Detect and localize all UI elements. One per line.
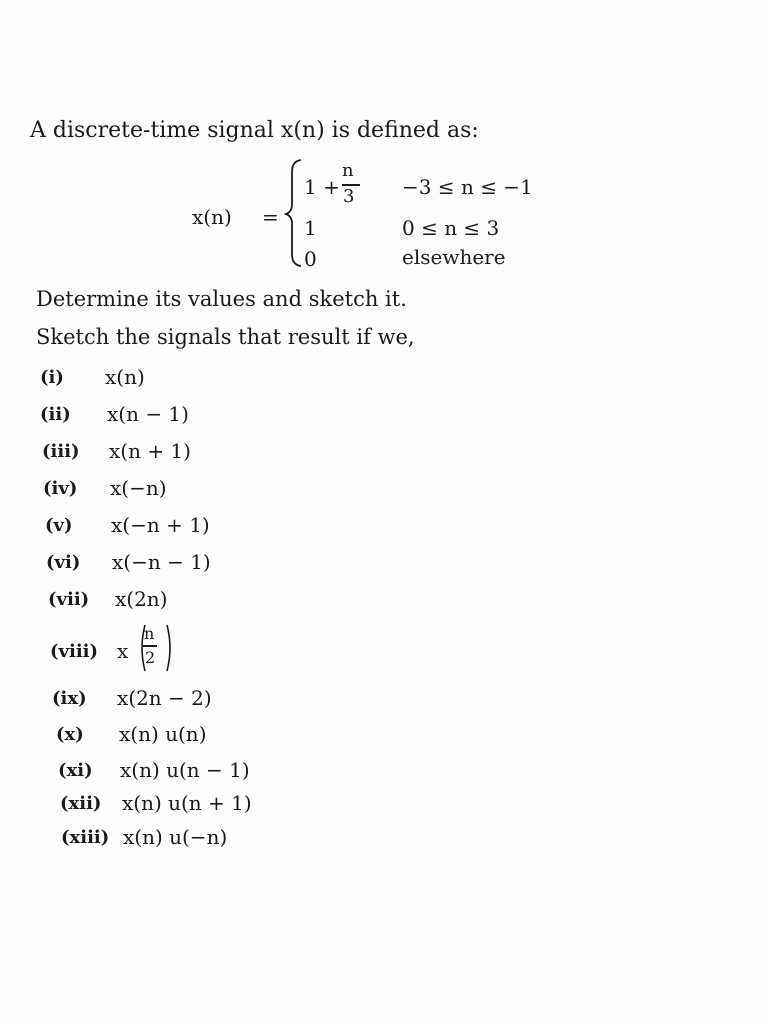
case3-value: 0 (304, 247, 317, 271)
piecewise-brace (284, 158, 304, 268)
item-viii-frac-bar (143, 645, 157, 647)
item-expr: x(n + 1) (109, 439, 191, 463)
item-label: (vii) (48, 589, 90, 610)
item-expr: x(n) u(n + 1) (122, 791, 252, 815)
case1-prefix: 1 + (304, 175, 340, 199)
item-label: (ix) (52, 688, 87, 709)
item-viii-frac-denominator: 2 (145, 648, 156, 667)
item-label: (x) (56, 724, 84, 745)
case2-value: 1 (304, 216, 317, 240)
item-expr: x(n) u(−n) (123, 825, 228, 849)
problem-intro: A discrete-time signal x(n) is defined as: (30, 118, 479, 143)
item-expr: x(−n + 1) (111, 513, 210, 537)
instruction-sketch: Sketch the signals that result if we, (36, 325, 415, 349)
case1-condition: −3 ≤ n ≤ −1 (402, 175, 533, 199)
item-expr: x(−n − 1) (112, 550, 211, 574)
item-label: (i) (40, 367, 64, 388)
case2-condition: 0 ≤ n ≤ 3 (402, 216, 500, 240)
item-label: (xiii) (61, 827, 110, 848)
item-expr: x(−n) (110, 476, 167, 500)
definition-lhs: x(n) (192, 205, 232, 229)
instruction-determine: Determine its values and sketch it. (36, 287, 407, 311)
item-expr: x(2n − 2) (117, 686, 212, 710)
item-label: (iii) (42, 441, 80, 462)
item-label: (xii) (60, 793, 102, 814)
item-expr: x(n) u(n) (119, 722, 207, 746)
item-label: (vi) (46, 552, 81, 573)
item-label: (viii) (50, 641, 99, 662)
case1-frac-denominator: 3 (343, 186, 355, 207)
item-label: (xi) (58, 760, 93, 781)
case1-frac-numerator: n (342, 160, 354, 181)
item-label: (ii) (40, 404, 71, 425)
item-expr: x(n) u(n − 1) (120, 758, 250, 782)
item-expr: x(n) (105, 365, 145, 389)
item-label: (v) (45, 515, 73, 536)
item-expr: x(n − 1) (107, 402, 189, 426)
item-label: (iv) (43, 478, 78, 499)
item-viii-frac-numerator: n (144, 624, 155, 643)
item-expr: x (117, 639, 129, 663)
definition-equals: = (262, 205, 279, 229)
case3-condition: elsewhere (402, 245, 506, 269)
item-expr: x(2n) (115, 587, 168, 611)
